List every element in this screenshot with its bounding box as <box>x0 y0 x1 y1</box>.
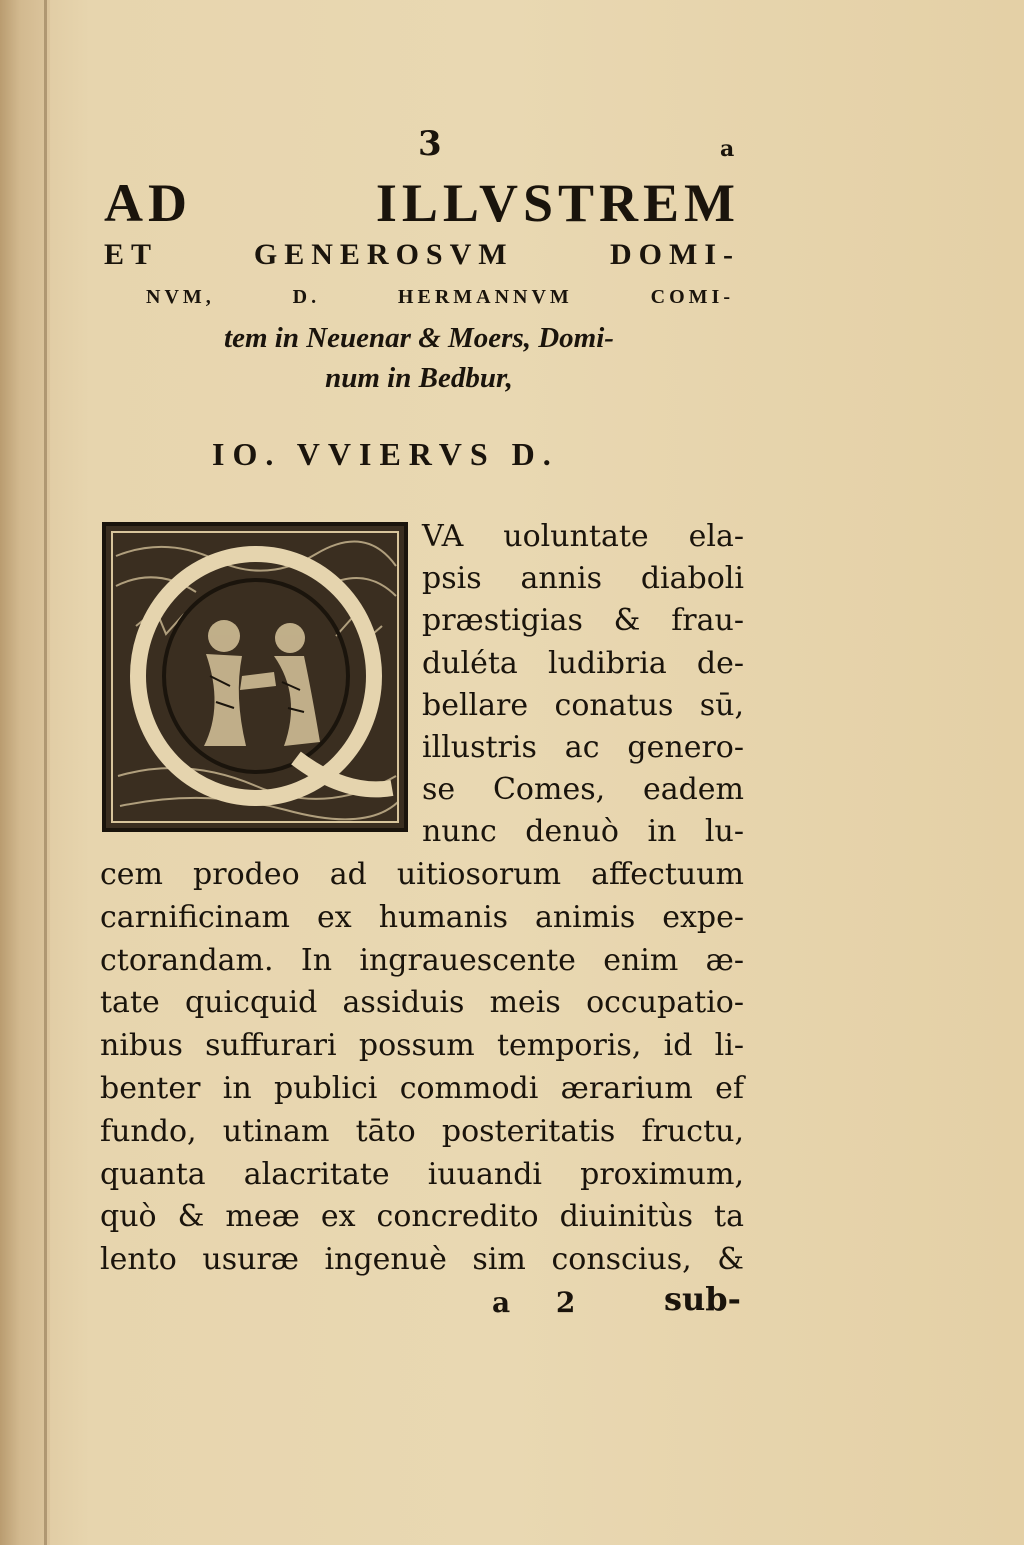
text-line: nibus suffurari possum temporis, id li- <box>100 1028 744 1064</box>
text-line: carnificinam ex humanis animis expe- <box>100 899 744 935</box>
text-line: quò & meæ ex concredito diuinitùs ta <box>100 1199 744 1235</box>
text-line: illustris ac genero- <box>422 730 744 766</box>
first-paragraph-lines <box>422 516 744 854</box>
text-line: nunc denuò in lu- <box>422 814 744 850</box>
text-line: se Comes, eadem <box>422 772 744 808</box>
text-line: benter in publici commodi ærarium ef <box>100 1070 744 1106</box>
author-line: IO. VVIERVS D. <box>212 436 559 472</box>
title-line-3: NVM, D. HERMANNVM COMI- <box>146 286 734 308</box>
text-line: quanta alacritate iuuandi proximum, <box>100 1156 744 1192</box>
text-line: lento usuræ ingenuè sim conscius, & <box>100 1242 744 1278</box>
page-number: 3 <box>418 124 442 164</box>
text-line: tate quicquid assiduis meis occupatio- <box>100 985 744 1021</box>
decorated-initial-q-woodcut <box>102 522 408 832</box>
text-line: cem prodeo ad uitiosorum affectuum <box>100 857 744 892</box>
body-text <box>100 854 744 1282</box>
text-line: ctorandam. In ingrauescente enim æ- <box>100 942 744 978</box>
title-line-4: tem in Neuenar & Moers, Domi- <box>224 322 614 354</box>
text-line: duléta ludibria de- <box>422 645 744 681</box>
text-line: præstigias & frau- <box>422 603 744 639</box>
title-line-5: num in Bedbur, <box>325 362 513 394</box>
corner-mark: a <box>720 136 735 162</box>
text-line: bellare conatus sū, <box>422 687 744 723</box>
catchword: sub- <box>664 1280 741 1318</box>
title-line-1: AD ILLVSTREM <box>104 173 740 233</box>
signature-mark: a 2 <box>492 1286 594 1319</box>
text-line: psis annis diaboli <box>422 561 744 597</box>
title-line-2: ET GENEROSVM DOMI- <box>104 238 740 271</box>
text-line: VA uoluntate ela- <box>422 519 744 554</box>
woodcut-illustration <box>106 526 404 828</box>
text-line: fundo, utinam tāto posteritatis fructu, <box>100 1113 744 1149</box>
